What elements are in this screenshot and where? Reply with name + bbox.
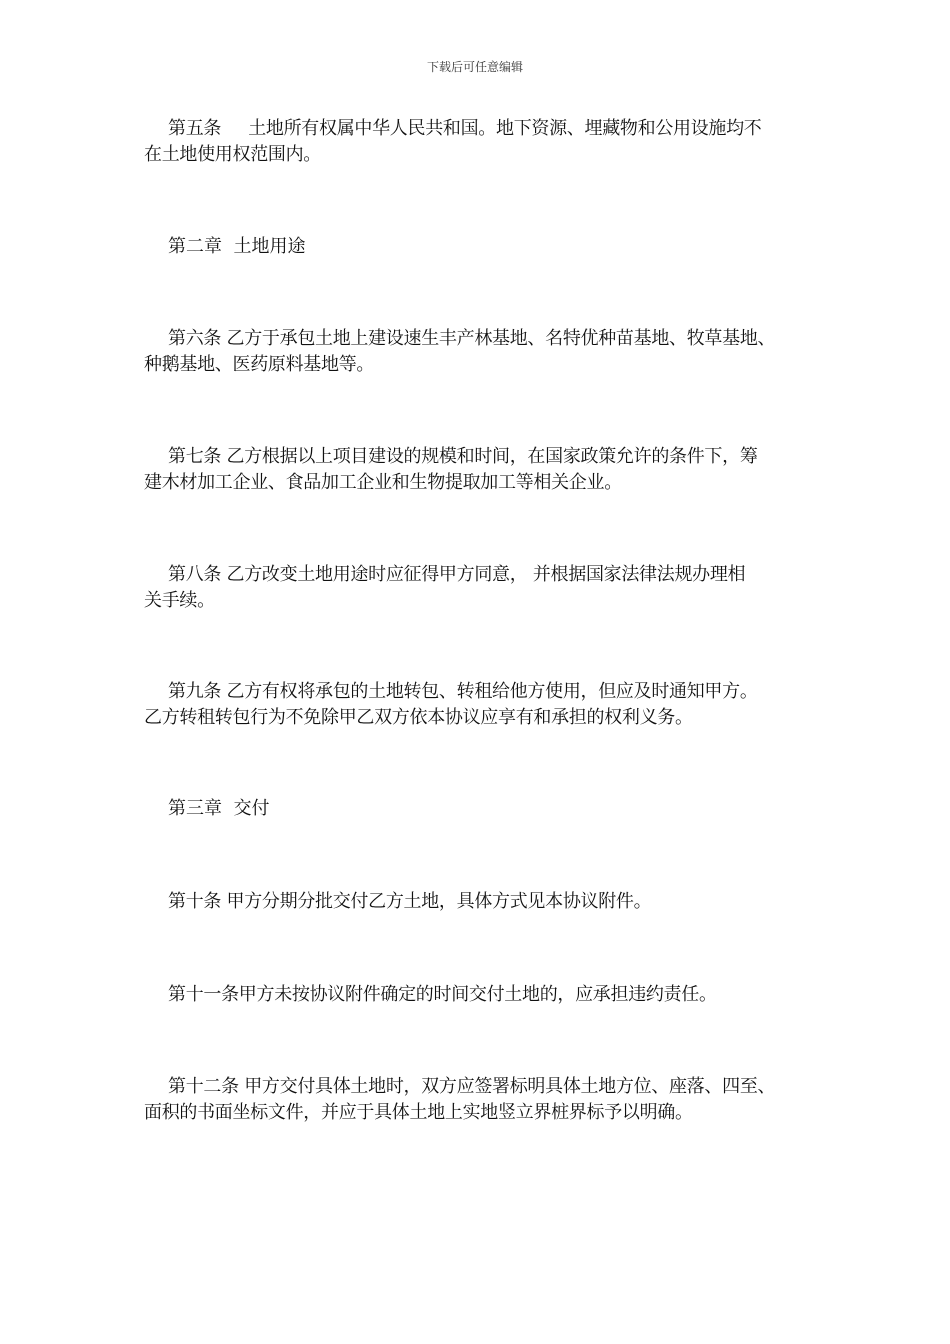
article-7 — [144, 444, 816, 496]
article-8-line-2: 关手续。 — [144, 590, 215, 611]
article-10 — [144, 889, 816, 915]
article-9 — [144, 679, 816, 731]
article-9-line-1: 第九条 乙方有权将承包的土地转包、转租给他方使用，但应及时通知甲方。 — [168, 681, 758, 702]
article-5-line-1: 第五条 土地所有权属中华人民共和国。地下资源、埋藏物和公用设施均不 — [168, 118, 762, 139]
article-7-line-1: 第七条 乙方根据以上项目建设的规模和时间，在国家政策允许的条件下，筹 — [168, 446, 758, 467]
chapter-3-heading: 第三章 交付 — [168, 798, 270, 819]
article-5 — [144, 116, 816, 168]
article-12 — [144, 1074, 816, 1126]
article-12-line-1: 第十二条 甲方交付具体土地时，双方应签署标明具体土地方位、座落、四至、 — [168, 1076, 776, 1097]
article-11-line-1: 第十一条甲方未按协议附件确定的时间交付土地的，应承担违约责任。 — [168, 984, 717, 1005]
article-9-line-2: 乙方转租转包行为不免除甲乙双方依本协议应享有和承担的权利义务。 — [144, 707, 693, 728]
article-12-line-2: 面积的书面坐标文件，并应于具体土地上实地竖立界桩界标予以明确。 — [144, 1102, 693, 1123]
article-8 — [144, 562, 816, 614]
page-header: 下载后可任意编辑 — [426, 60, 523, 74]
article-6 — [144, 326, 816, 378]
article-11 — [144, 982, 816, 1008]
article-8-line-1: 第八条 乙方改变土地用途时应征得甲方同意， 并根据国家法律法规办理相 — [168, 564, 746, 585]
article-6-line-1: 第六条 乙方于承包土地上建设速生丰产林基地、名特优种苗基地、牧草基地、 — [168, 328, 776, 349]
article-10-line-1: 第十条 甲方分期分批交付乙方土地，具体方式见本协议附件。 — [168, 891, 652, 912]
chapter-2-heading: 第二章 土地用途 — [168, 236, 306, 257]
article-7-line-2: 建木材加工企业、食品加工企业和生物提取加工等相关企业。 — [144, 472, 622, 493]
article-5-line-2: 在土地使用权范围内。 — [144, 144, 321, 165]
article-6-line-2: 种鹅基地、医药原料基地等。 — [144, 354, 375, 375]
